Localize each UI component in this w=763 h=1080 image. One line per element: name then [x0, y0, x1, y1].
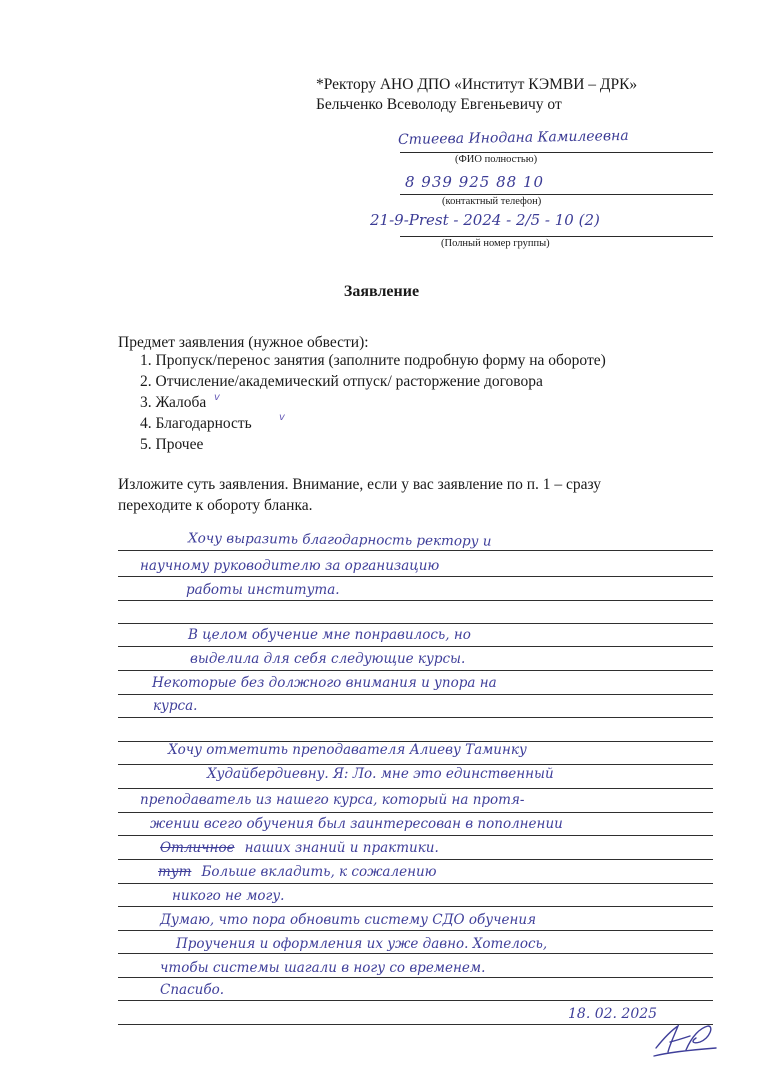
phone-value: 8 939 925 88 10 — [405, 173, 545, 191]
ruled-line — [118, 764, 713, 765]
ruled-line — [118, 812, 713, 813]
subject-item-number: 5. — [140, 436, 152, 453]
subject-item-text: Пропуск/перенос занятия (заполните подробную форму на обороте) — [155, 352, 606, 369]
document-title: Заявление — [343, 283, 420, 300]
ruled-line — [118, 883, 713, 884]
statement-line: Проучения и оформления их уже давно. Хотелось, — [176, 936, 548, 952]
full-name-value: Стиеева Инодана Камилеевна — [397, 127, 629, 149]
statement-line: Думаю, что пора обновить систему СДО обучения — [160, 912, 537, 928]
ruled-line — [118, 953, 713, 954]
statement-line: научному руководителю за организацию — [140, 558, 440, 574]
statement-line: Худайбердиевну. Я: Ло. мне это единственный — [207, 766, 554, 782]
subject-item-number: 4. — [140, 415, 152, 432]
subject-item-4 — [140, 415, 252, 433]
ruled-line — [118, 646, 713, 647]
statement-line: чтобы системы шагали в ногу со временем. — [160, 960, 486, 976]
checkmark-icon: v — [214, 392, 220, 403]
ruled-line — [118, 623, 713, 624]
subject-item-1 — [140, 352, 606, 370]
ruled-line — [118, 670, 713, 671]
group-number-line — [400, 236, 713, 237]
subject-item-number: 3. — [140, 394, 152, 411]
statement-line: Спасибо. — [160, 982, 224, 998]
date-value: 18. 02. 2025 — [568, 1006, 658, 1022]
statement-fragment: наших знаний и практики. — [244, 840, 439, 856]
subject-item-5 — [140, 436, 203, 454]
full-name-hint: (ФИО полностью) — [455, 154, 538, 165]
statement-line: выделила для себя следующие курсы. — [190, 651, 466, 667]
ruled-line — [118, 550, 713, 551]
statement-line: курса. — [153, 698, 198, 714]
subject-item-text: Отчисление/академический отпуск/ расторжение договора — [155, 373, 543, 390]
subject-item-text: Прочее — [155, 436, 204, 453]
phone-line — [400, 194, 713, 195]
statement-line: Хочу отметить преподавателя Алиеву Таминку — [168, 742, 527, 758]
statement-line: Некоторые без должного внимания и упора на — [152, 675, 497, 691]
group-number-hint: (Полный номер группы) — [441, 238, 550, 249]
ruled-line — [118, 788, 713, 789]
subject-item-number: 1. — [140, 352, 152, 369]
statement-line: никого не могу. — [172, 888, 285, 904]
struck-word: Отличное — [160, 840, 235, 856]
checkmark-icon: v — [279, 412, 285, 423]
subject-item-number: 2. — [140, 373, 152, 390]
subject-label: Предмет заявления (нужное обвести): — [118, 334, 369, 351]
signature-icon — [650, 1012, 720, 1062]
full-name-line — [400, 152, 713, 153]
ruled-line — [118, 1024, 713, 1025]
ruled-line — [118, 859, 713, 860]
subject-item-2 — [140, 373, 543, 391]
addressee-line-2: Бельченко Всеволоду Евгеньевичу от — [316, 96, 562, 113]
addressee-line-1: *Ректору АНО ДПО «Институт КЭМВИ – ДРК» — [316, 76, 638, 93]
instruction-line-1: Изложите суть заявления. Внимание, если у вас заявление по п. 1 – сразу — [118, 476, 602, 493]
statement-line: жении всего обучения был заинтересован в пополнении — [150, 816, 563, 832]
statement-line: В целом обучение мне понравилось, но — [188, 627, 471, 643]
ruled-line — [118, 835, 713, 836]
statement-line: работы института. — [186, 582, 340, 598]
ruled-line — [118, 977, 713, 978]
ruled-line — [118, 576, 713, 577]
ruled-line — [118, 1000, 713, 1001]
ruled-line — [118, 694, 713, 695]
subject-item-text: Благодарность — [155, 415, 252, 432]
statement-line — [160, 840, 439, 856]
ruled-line — [118, 717, 713, 718]
group-number-value: 21-9-Prest - 2024 - 2/5 - 10 (2) — [370, 211, 600, 229]
phone-hint: (контактный телефон) — [442, 196, 542, 207]
statement-fragment: Больше вкладить, к сожалению — [201, 864, 437, 880]
statement-line — [158, 864, 437, 880]
statement-line: Хочу выразить благодарность ректору и — [187, 530, 492, 550]
subject-item-3 — [140, 394, 206, 412]
statement-line: преподаватель из нашего курса, который на протя- — [140, 792, 525, 808]
struck-word: тут — [158, 864, 192, 880]
instruction-line-2: переходите к обороту бланка. — [118, 497, 313, 514]
subject-item-text: Жалоба — [155, 394, 207, 411]
ruled-line — [118, 906, 713, 907]
ruled-line — [118, 600, 713, 601]
ruled-line — [118, 930, 713, 931]
